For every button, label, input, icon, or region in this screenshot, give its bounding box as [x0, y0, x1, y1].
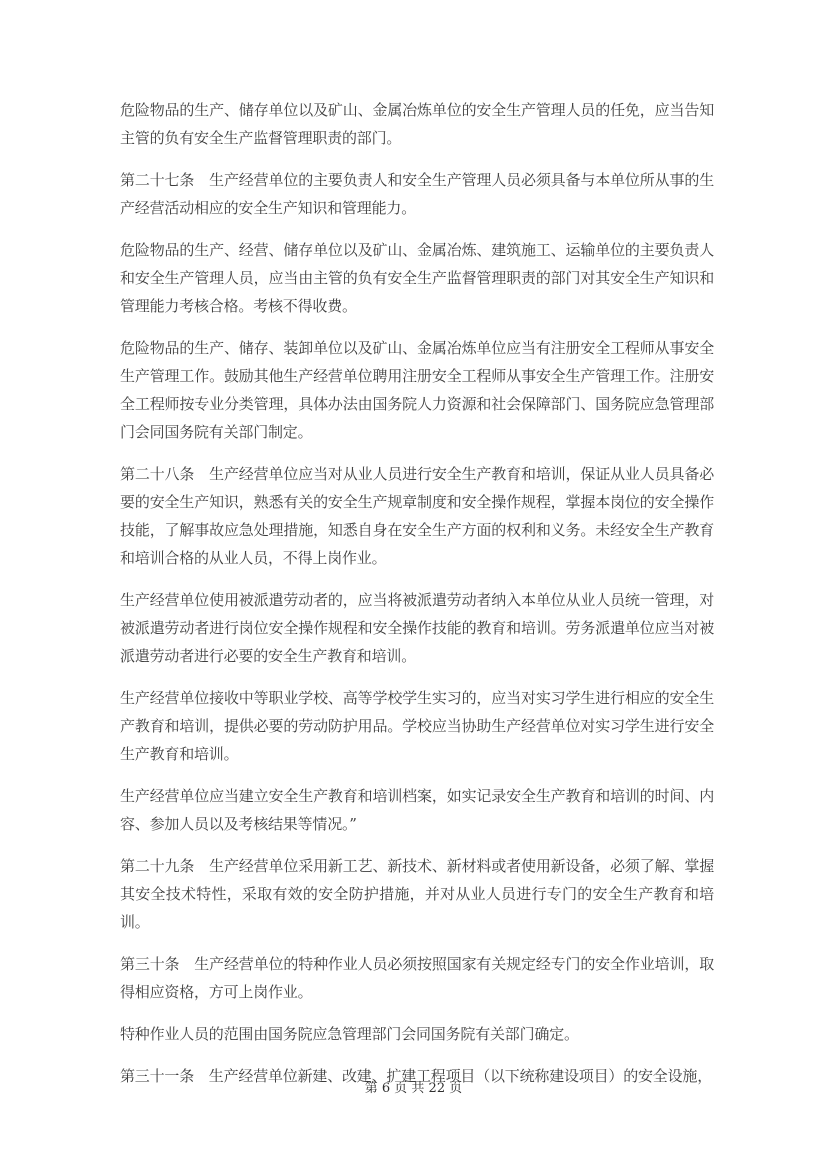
- paragraph: 危险物品的生产、经营、储存单位以及矿山、金属冶炼、建筑施工、运输单位的主要负责人和安全生产管理人员，应当由主管的负有安全生产监督管理职责的部门对其安全生产知识和管理能力考核合格。考核不得收费。: [120, 241, 714, 315]
- paragraph-article-28: 第二十八条 生产经营单位应当对从业人员进行安全生产教育和培训，保证从业人员具备必要的安全生产知识，熟悉有关的安全生产规章制度和安全操作规程，掌握本岗位的安全操作技能，了解事故应急处理措施，知悉自身在安全生产方面的权利和义务。未经安全生产教育和培训合格的从业人员，不得上岗作业。: [120, 465, 714, 567]
- paragraph: 危险物品的生产、储存单位以及矿山、金属冶炼单位的安全生产管理人员的任免，应当告知主管的负有安全生产监督管理职责的部门。: [120, 101, 714, 147]
- page-number-text: 第 6 页 共 22 页: [364, 1081, 463, 1096]
- paragraph: 危险物品的生产、储存、装卸单位以及矿山、金属冶炼单位应当有注册安全工程师从事安全生产管理工作。鼓励其他生产经营单位聘用注册安全工程师从事安全生产管理工作。注册安全工程师按专业分类管理，具体办法由国务院人力资源和社会保障部门、国务院应急管理部门会同国务院有关部门制定。: [120, 339, 714, 441]
- paragraph: 生产经营单位应当建立安全生产教育和培训档案，如实记录安全生产教育和培训的时间、内容、参加人员以及考核结果等情况。”: [120, 787, 714, 833]
- paragraph-article-27: 第二十七条 生产经营单位的主要负责人和安全生产管理人员必须具备与本单位所从事的生产经营活动相应的安全生产知识和管理能力。: [120, 171, 714, 217]
- paragraph: 生产经营单位接收中等职业学校、高等学校学生实习的，应当对实习学生进行相应的安全生产教育和培训，提供必要的劳动防护用品。学校应当协助生产经营单位对实习学生进行安全生产教育和培训。: [120, 689, 714, 763]
- paragraph: 特种作业人员的范围由国务院应急管理部门会同国务院有关部门确定。: [120, 1025, 579, 1043]
- paragraph: 生产经营单位使用被派遣劳动者的，应当将被派遣劳动者纳入本单位从业人员统一管理，对被派遣劳动者进行岗位安全操作规程和安全操作技能的教育和培训。劳务派遣单位应当对被派遣劳动者进行必要的安全生产教育和培训。: [120, 591, 714, 665]
- document-body: [120, 96, 714, 1104]
- paragraph-article-30: 第三十条 生产经营单位的特种作业人员必须按照国家有关规定经专门的安全作业培训，取得相应资格，方可上岗作业。: [120, 955, 714, 1001]
- paragraph-article-31: 第三十一条 生产经营单位新建、改建、扩建工程项目（以下统称建设项目）的安全设施，: [120, 1067, 713, 1085]
- paragraph-article-29: 第二十九条 生产经营单位采用新工艺、新技术、新材料或者使用新设备，必须了解、掌握其安全技术特性，采取有效的安全防护措施，并对从业人员进行专门的安全生产教育和培训。: [120, 857, 714, 931]
- page-footer: [0, 1080, 827, 1098]
